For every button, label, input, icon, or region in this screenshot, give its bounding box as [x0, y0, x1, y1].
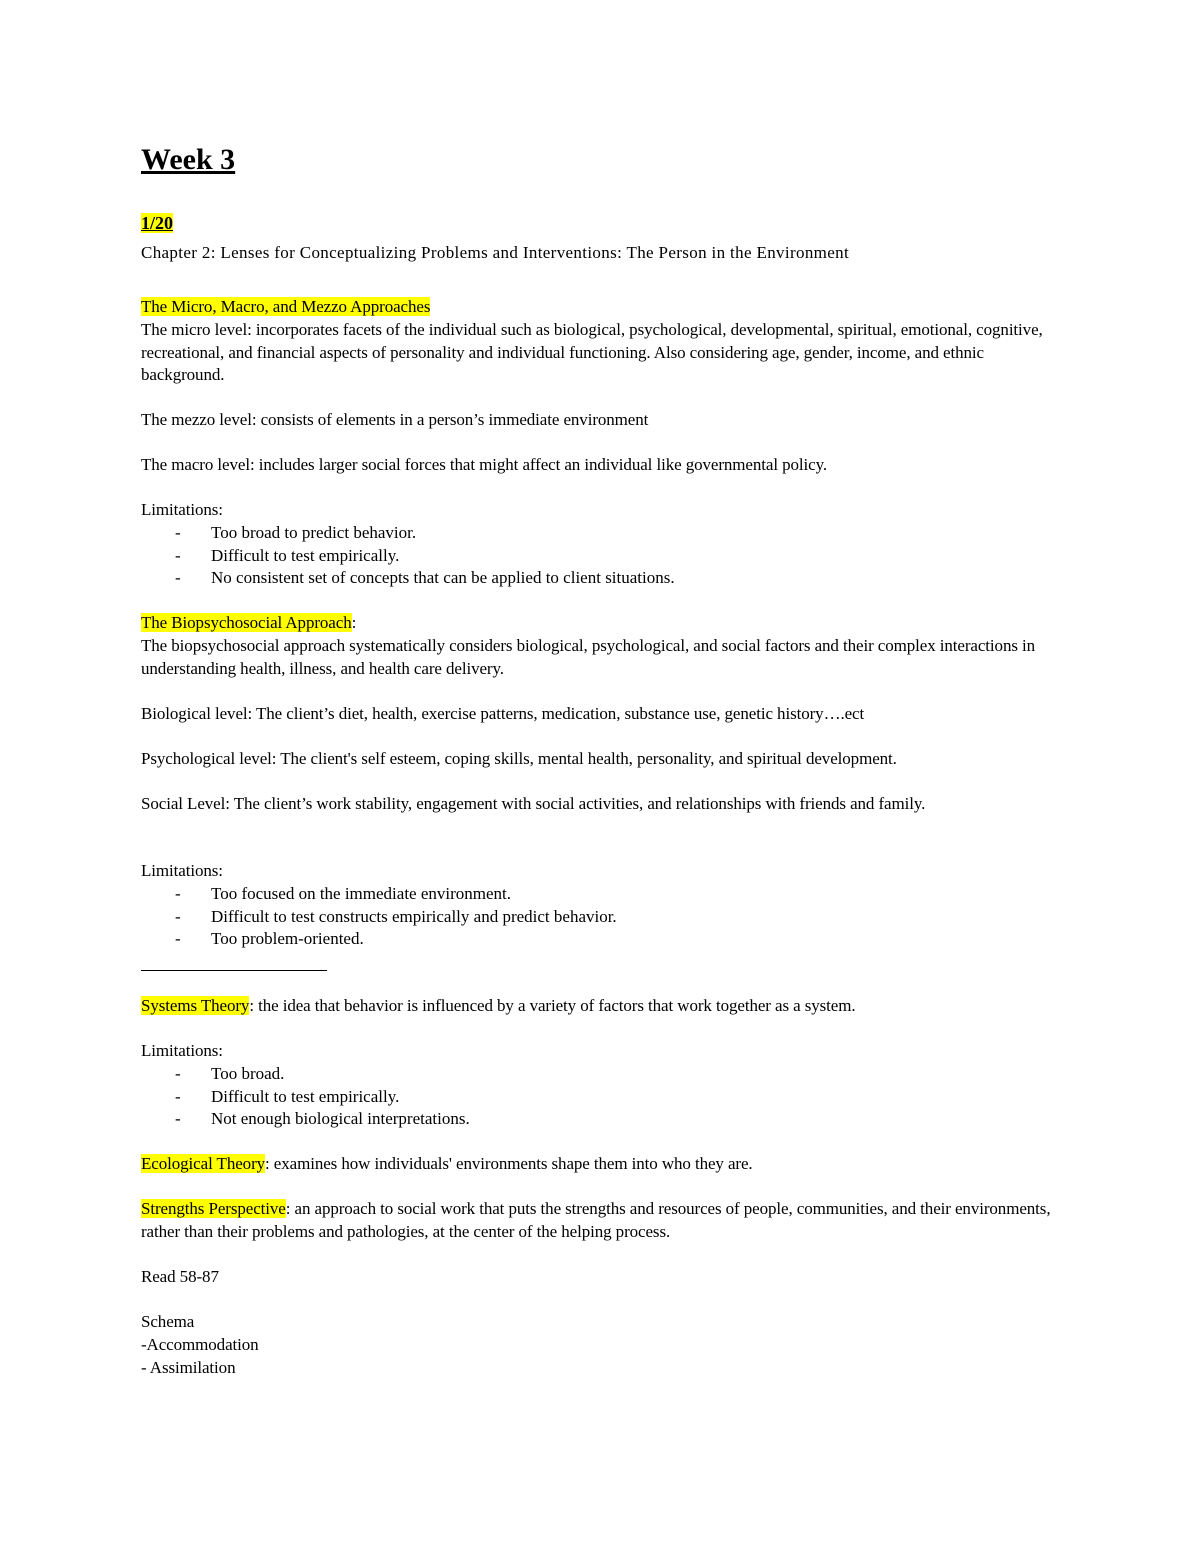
- page-title: Week 3: [141, 143, 236, 176]
- strengths-perspective-paragraph: Strengths Perspective: an approach to social work that puts the strengths and resources of people, communities, and their environments, rather than their problems and pathologies, at the center of the helping process.: [141, 1199, 1051, 1241]
- bullet-dash: -: [175, 545, 181, 565]
- limitations-label: Limitations:: [141, 861, 223, 880]
- date-heading: [141, 210, 173, 236]
- list-item: - Not enough biological interpretations.: [175, 1108, 470, 1131]
- highlighted-term: The Biopsychosocial Approach: [141, 613, 352, 632]
- limitations-list: [175, 522, 675, 590]
- highlighted-term: Strengths Perspective: [141, 1199, 286, 1218]
- limitations-label: Limitations:: [141, 500, 223, 519]
- list-item: - Too broad.: [175, 1063, 470, 1086]
- section-heading-micro-macro-mezzo: [141, 296, 1061, 319]
- list-item: - No consistent set of concepts that can be applied to client situations.: [175, 567, 675, 590]
- highlighted-term: Systems Theory: [141, 996, 250, 1015]
- reading-assignment: Read 58-87: [141, 1267, 219, 1286]
- schema-item-assimilation: - Assimilation: [141, 1358, 236, 1377]
- biopsychosocial-description: The biopsychosocial approach systematically considers biological, psychological, and social factors and their complex interactions in understanding health, illness, and health care delivery.: [141, 636, 1036, 678]
- limitations-list: [175, 1063, 470, 1131]
- bullet-dash: -: [175, 906, 181, 926]
- list-item: - Difficult to test empirically.: [175, 545, 675, 568]
- list-item: - Difficult to test empirically.: [175, 1086, 470, 1109]
- highlighted-term: Ecological Theory: [141, 1154, 266, 1173]
- section-heading-biopsychosocial: The Biopsychosocial Approach:: [141, 613, 357, 632]
- bullet-dash: -: [175, 1109, 181, 1128]
- bullet-dash: -: [175, 568, 181, 587]
- limitations-list: [175, 883, 617, 951]
- date-highlight: 1/20: [141, 213, 174, 233]
- psychological-level-paragraph: Psychological level: The client's self esteem, coping skills, mental health, personality, and spiritual development.: [141, 749, 897, 768]
- list-item: - Too problem-oriented.: [175, 928, 617, 951]
- bullet-dash: -: [175, 523, 181, 542]
- biological-level-paragraph: Biological level: The client’s diet, health, exercise patterns, medication, substance use, genetic history….ect: [141, 704, 865, 723]
- bullet-dash: -: [175, 1064, 181, 1083]
- systems-theory-paragraph: Systems Theory: the idea that behavior is influenced by a variety of factors that work together as a system.: [141, 996, 856, 1015]
- social-level-paragraph: Social Level: The client’s work stability, engagement with social activities, and relationships with friends and family.: [141, 794, 926, 813]
- micro-level-paragraph: The micro level: incorporates facets of the individual such as biological, psychological, developmental, spiritual, emotional, cognitive, recreational, and financial aspects of personality and individual functioning. Also considering age, gender, income, and ethnic background.: [141, 320, 1043, 384]
- highlighted-term: The Micro, Macro, and Mezzo Approaches: [141, 297, 431, 316]
- chapter-title: Chapter 2: Lenses for Conceptualizing Problems and Interventions: The Person in the Environment: [141, 243, 850, 262]
- bullet-dash: -: [175, 884, 181, 903]
- schema-item-accommodation: -Accommodation: [141, 1335, 259, 1354]
- mezzo-level-paragraph: The mezzo level: consists of elements in a person’s immediate environment: [141, 410, 649, 429]
- list-item: - Too broad to predict behavior.: [175, 522, 675, 545]
- schema-label: Schema: [141, 1312, 195, 1331]
- list-item: - Too focused on the immediate environment.: [175, 883, 617, 906]
- bullet-dash: -: [175, 929, 181, 948]
- horizontal-divider: [141, 970, 327, 971]
- bullet-dash: -: [175, 1086, 181, 1106]
- ecological-theory-paragraph: Ecological Theory: examines how individuals' environments shape them into who they are.: [141, 1154, 753, 1173]
- limitations-label: Limitations:: [141, 1041, 223, 1060]
- list-item: - Difficult to test constructs empirically and predict behavior.: [175, 906, 617, 929]
- macro-level-paragraph: The macro level: includes larger social forces that might affect an individual like governmental policy.: [141, 455, 828, 474]
